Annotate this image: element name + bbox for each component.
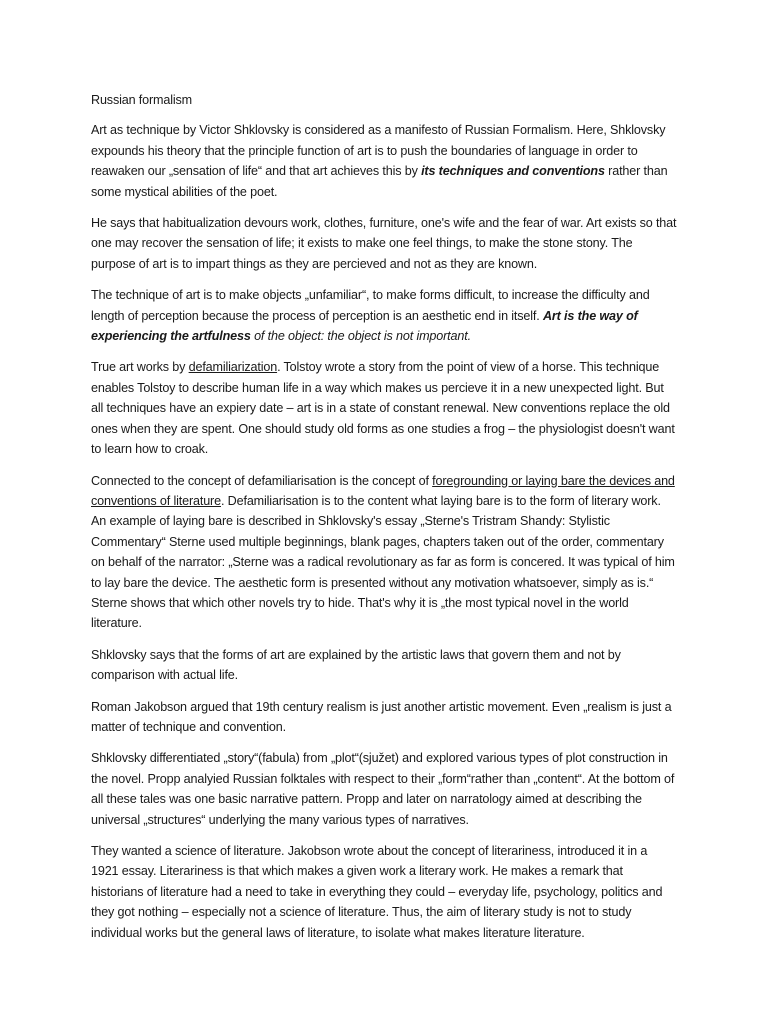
paragraph-6: Shklovsky says that the forms of art are explained by the artistic laws that govern them and not by comparison with actual life. [91, 647, 621, 683]
document-title: Russian formalism [91, 93, 193, 107]
paragraph-3-emphasis: Art is the way of experiencing the artfulness [91, 308, 638, 344]
paragraph-5-text-c: . Defamiliarisation is to the content what laying bare is to the form of literary work. An example of laying bare is described in Shklovsky's essay „Sterne's Tristram Shandy: Stylistic Commentary“ Sterne used multiple beginnings, blank pages, chapters taken out of the order, commentary on behalf of the narrator: „Sterne was a radical revolutionary as far as form is concered. It was typical of him to lay bare the device. The aesthetic form is presented without any motivation whatsoever, simply as is.“ Sterne shows that which other novels try to hide. That's why it is „the most typical novel in the world literature. [91, 493, 675, 631]
paragraph-1 [91, 120, 677, 202]
paragraph-9: They wanted a science of literature. Jakobson wrote about the concept of literariness, introduced it in a 1921 essay. Literariness is that which makes a given work a literary work. He makes a remark that historians of literature had a need to take in everything they could – everyday life, psychology, politics and they got nothing – especially not a science of literature. Thus, the aim of literary study is not to study individual works but the general laws of literature, to isolate what makes literature literature. [91, 844, 663, 940]
document-page [91, 90, 677, 954]
paragraph-4-text-c: . Tolstoy wrote a story from the point of view of a horse. This technique enables Tolstoy to describe human life in a way which makes us percieve it in a new unexpected light. But all techniques have an expiery date – art is in a state of constant renewal. New conventions replace the old ones when they are spent. One should study old forms as one studies a frog – the physiologist doesn't want to learn how to croak. [91, 360, 675, 457]
paragraph-3-text-a: The technique of art is to make objects „unfamiliar“, to make forms difficult, to increase the difficulty and length of perception because the process of perception is an aesthetic end in itself. [91, 288, 650, 323]
paragraph-1-emphasis: its techniques and conventions [421, 164, 605, 179]
paragraph-1-text-c: rather than some mystical abilities of the poet. [91, 164, 668, 199]
paragraph-4 [91, 357, 677, 459]
paragraph-8: Shklovsky differentiated „story“(fabula) from „plot“(sjužet) and explored various types of plot construction in the novel. Propp analyied Russian folktales with respect to their „form“rather than „content“. At the bottom of all these tales was one basic narrative pattern. Propp and later on narratology aimed at describing the universal „structures“ underlying the many various types of narratives. [91, 751, 675, 827]
paragraph-5-underlined: foregrounding or laying bare the devices and conventions of literature [91, 473, 675, 508]
paragraph-4-underlined: defamiliarization [188, 360, 278, 375]
paragraph-5-text-a: Connected to the concept of defamiliarisation is the concept of [91, 473, 433, 488]
paragraph-3-italic: of the object: the object is not important. [250, 329, 471, 344]
paragraph-5 [91, 471, 677, 634]
paragraph-7: Roman Jakobson argued that 19th century realism is just another artistic movement. Even „realism is just a matter of technique and convention. [91, 699, 672, 734]
paragraph-3 [91, 285, 677, 346]
paragraph-2: He says that habitualization devours work, clothes, furniture, one's wife and the fear of war. Art exists so that one may recover the sensation of life; it exists to make one feel things, to make the stone stony. The purpose of art is to impart things as they are percieved and not as they are known. [91, 216, 677, 271]
paragraph-4-text-a: True art works by [91, 360, 189, 375]
paragraph-1-text-a: Art as technique by Victor Shklovsky is considered as a manifesto of Russian Formalism. Here, Shklovsky expounds his theory that the principle function of art is to push the boundaries of language in order to reawaken our „sensation of life“ and that art achieves this by [91, 123, 666, 179]
